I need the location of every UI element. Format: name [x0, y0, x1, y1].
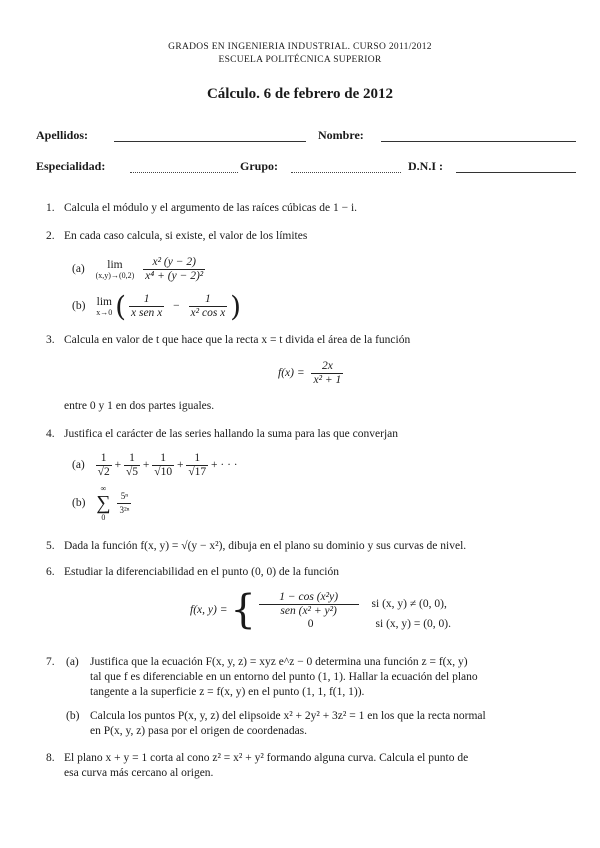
- q8-line-2: esa curva más cercano al origen.: [64, 767, 214, 779]
- q5-number: 5.: [46, 540, 55, 552]
- especialidad-label: Especialidad:: [36, 159, 106, 173]
- dni-label: D.N.I :: [408, 159, 443, 173]
- especialidad-field[interactable]: [130, 172, 238, 173]
- q7b-label: (b): [66, 710, 80, 722]
- q4b: (b) ∞ ∑ 0 $\frac{\text{5ⁿ}}{\text{3²ⁿ}}$: [72, 484, 130, 522]
- q2a-fraction: $\frac{\text{x² (y − 2)}}{\text{x⁴ + (y − 2)²}}$: [145, 256, 204, 282]
- q4-number: 4.: [46, 428, 55, 440]
- apellidos-field[interactable]: [114, 141, 306, 142]
- q3-number: 3.: [46, 334, 55, 346]
- dni-field[interactable]: [456, 172, 576, 173]
- nombre-label: Nombre:: [318, 128, 364, 142]
- q6-piecewise: f(x, y) = { $\frac{\text{1 − cos (x²y)}}{\text{sen (x² + y²)}}$ si (x, y) ≠ (0, 0), 0 si (x, y) = (0, 0).: [190, 587, 452, 633]
- q4b-label: (b): [72, 497, 86, 509]
- nombre-field[interactable]: [381, 141, 576, 142]
- header-line-2: ESCUELA POLITÉCNICA SUPERIOR: [218, 55, 382, 65]
- q1-number: 1.: [46, 202, 55, 214]
- q7-number: 7.: [46, 656, 55, 668]
- q3-formula: f(x) = $\frac{2x}{\text{x² + 1}}$: [278, 360, 342, 386]
- header-line-1: GRADOS EN INGENIERIA INDUSTRIAL. CURSO 2011/2012: [168, 42, 432, 52]
- q8-line-1: El plano x + y = 1 corta al cono z² = x² + y² formando alguna curva. Calcula el punto de: [64, 752, 469, 764]
- q4a-label: (a): [72, 459, 85, 472]
- q7a-line-3: tangente a la superficie z = f(x, y) en el punto (1, 1, f(1, 1)).: [90, 686, 365, 698]
- q2a-limit-point: (x,y)→(0,2): [95, 271, 135, 280]
- grupo-field[interactable]: [291, 172, 401, 173]
- q6-number: 6.: [46, 566, 55, 578]
- q7a-label: (a): [66, 656, 79, 668]
- q2b-fraction-1: $\frac{1}{\text{x sen x}}$: [130, 293, 163, 319]
- q2b-lim: lim: [96, 296, 112, 308]
- q7b-line-1: Calcula los puntos P(x, y, z) del elipsoide x² + 2y² + 3z² = 1 en los que la recta normal: [90, 710, 486, 722]
- q3-text: Calcula en valor de t que hace que la recta x = t divida el área de la función: [64, 334, 411, 346]
- q2b-label: (b): [72, 300, 86, 313]
- q2-text: En cada caso calcula, si existe, el valor de los límites: [64, 230, 308, 242]
- q2b: (b) lim x→0 ( $\frac{1}{\text{x sen x}}$ − $\frac{1}{\text{x² cos x}}$ ): [72, 290, 242, 323]
- q2a-label: (a): [72, 263, 85, 276]
- q2a-lim: lim: [107, 259, 123, 271]
- apellidos-label: Apellidos:: [36, 128, 89, 142]
- q2b-limit-point: x→0: [96, 308, 113, 317]
- exam-title: Cálculo. 6 de febrero de 2012: [206, 86, 394, 102]
- q8-number: 8.: [46, 752, 55, 764]
- q2a: [72, 256, 205, 283]
- q4a: (a) $\frac{1}{√2}$ + $\frac{1}{√5}$ + $\frac{1}{√10}$ + $\frac{1}{√17}$ + · · ·: [72, 452, 238, 478]
- grupo-label: Grupo:: [240, 159, 279, 173]
- q7a-line-1: Justifica que la ecuación F(x, y, z) = xyz e^z − 0 determina una función z = f(x, y): [90, 656, 468, 668]
- q7b-line-2: en P(x, y, z) pasa por el origen de coordenadas.: [90, 725, 308, 737]
- q6-text: Estudiar la diferenciabilidad en el punto (0, 0) de la función: [64, 566, 339, 578]
- q1-text: Calcula el módulo y el argumento de las raíces cúbicas de 1 − i.: [64, 202, 358, 214]
- q5-text: Dada la función f(x, y) = √(y − x²), dibuja en el plano su dominio y sus curvas de nivel.: [64, 540, 467, 552]
- q2b-fraction-2: $\frac{1}{\text{x² cos x}}$: [190, 293, 226, 319]
- q2-number: 2.: [46, 230, 55, 242]
- q3-tail: entre 0 y 1 en dos partes iguales.: [64, 400, 215, 412]
- q4-text: Justifica el carácter de las series hallando la suma para las que converjan: [64, 428, 398, 440]
- q7a-line-2: tal que f es diferenciable en un entorno del punto (1, 1). Hallar la ecuación del plano: [90, 671, 478, 683]
